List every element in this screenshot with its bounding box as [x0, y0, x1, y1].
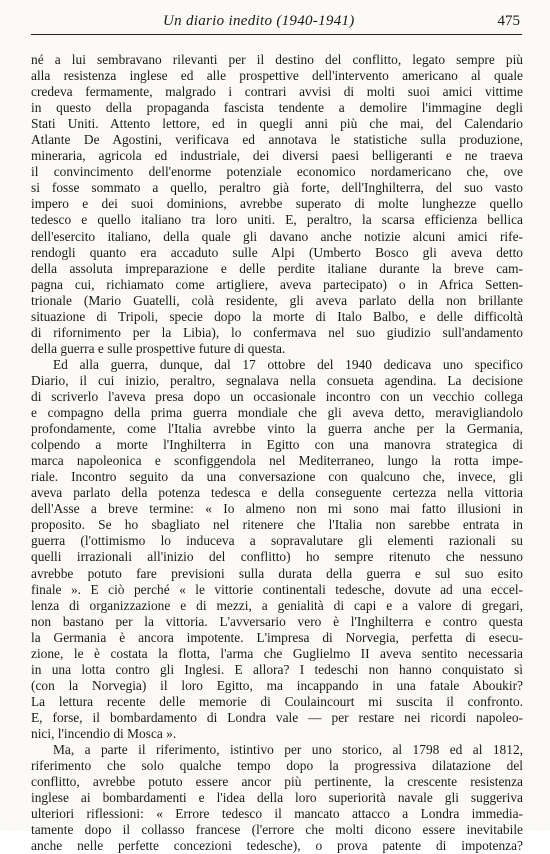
text-line: non bastano per la vittoria. L'avversario vero è l'Inghilterra e contro questa [31, 613, 523, 629]
text-line: rendogli quanto era accaduto sulle Alpi (Umberto Bosco gli aveva detto [31, 244, 523, 260]
text-line: (con la Norvegia) il loro Egitto, ma incappando in una fatale Aboukir? [31, 677, 523, 693]
text-line: La lettura recente delle memorie di Coulaincourt mi suscita il confronto. [31, 693, 523, 709]
text-line: profondamente, come l'Italia avrebbe vinto la guerra anche per la Germania, [31, 421, 523, 437]
text-line: trionale (Mario Guatelli, colà residente, gli aveva parlato della non brillante [31, 292, 523, 308]
text-line: in questo della propaganda fascista tendente a demolire l'immagine degli [31, 100, 523, 116]
text-line: pagna cui, richiamato come artigliere, aveva partecipato) o in Africa Setten- [31, 276, 523, 292]
page-number: 475 [497, 13, 520, 29]
text-line: situazione di Tripoli, specie dopo la morte di Italo Balbo, e delle difficoltà [31, 308, 523, 324]
text-line: Ed alla guerra, dunque, dal 17 ottobre del 1940 dedicava uno specifico [53, 356, 523, 372]
text-line: finale ». E ciò perché « le vittorie continentali tedesche, dovute ad una eccel- [31, 581, 523, 597]
body-text [31, 52, 523, 854]
text-line: in una lotta contro gli Inglesi. E allora? I tedeschi non hanno conquistato sì [31, 661, 523, 677]
text-line: guerra (l'ottimismo lo induceva a sopravalutare gli elementi razionali su [31, 533, 523, 549]
text-line: ulteriori riflessioni: « Errore tedesco il mancato attacco a Londra immedia- [31, 806, 523, 822]
text-line: inglese ai bombardamenti e l'idea della loro superiorità navale gli suggeriva [31, 790, 523, 806]
text-line: dell'Asse a breve termine: « Io almeno non mi sono mai fatto illusioni in [31, 501, 523, 517]
text-line: Atlante De Agostini, verificava ed annotava le statistiche sulla produzione, [31, 132, 523, 148]
text-line: riale. Incontro seguito da una conversazione con qualcuno che, invece, gli [31, 469, 523, 485]
text-line: colpendo a morte l'Inghilterra in Egitto con una manovra strategica di [31, 437, 523, 453]
text-line: nici, l'incendio di Mosca ». [31, 725, 177, 741]
text-line: il convincimento dell'enorme potenziale economico nordamericano che, ove [31, 164, 523, 180]
text-line: impero e dei suoi dominions, avrebbe superato di molte lunghezze quello [31, 196, 523, 212]
text-line: quelli irrazionali all'inizio del conflitto) ho sempre ritenuto che nessuno [31, 549, 523, 565]
text-line: alla resistenza inglese ed alle prospettive dell'intervento americano al quale [31, 68, 523, 84]
text-line: di rifornimento per la Libia), lo confermava nel suo giudizio sull'andamento [31, 324, 523, 340]
text-line: dell'esercito italiano, della quale gli davano anche notizie alcuni amici rife- [31, 228, 523, 244]
text-line: proposito. Se ho sbagliato nel ritenere che l'Italia non sarebbe entrata in [31, 517, 523, 533]
text-line: lenza di organizzazione e di mezzi, a genialità di capi e a valore di gregari, [31, 597, 523, 613]
running-title: Un diario inedito (1940-1941) [163, 13, 355, 29]
text-line: Diario, il cui inizio, peraltro, segnalava nella consueta agendina. La decisione [31, 372, 523, 388]
text-line: zione, le è costata la flotta, l'arma che Guglielmo II aveva sentito necessaria [31, 645, 523, 661]
text-line: Ma, a parte il riferimento, istintivo per uno storico, al 1798 ed al 1812, [53, 742, 523, 758]
text-line: si fosse sommato a quello, peraltro già forte, dell'Inghilterra, del suo vasto [31, 180, 523, 196]
text-line: mineraria, agricola ed industriale, dei diversi paesi belligeranti e ne traeva [31, 148, 523, 164]
text-line: marca napoleonica e sconfiggendola nel Mediterraneo, lungo la rotta impe- [31, 453, 523, 469]
text-line: anche nelle perfette concezioni tedesche), o prova patente di impotenza? [31, 838, 523, 854]
text-line: tamente dopo il collasso francese (l'errore che molti dicono essere inevitabile [31, 822, 523, 838]
text-line: la Germania è ancora impotente. L'impresa di Norvegia, perfetta di esecu- [31, 629, 523, 645]
text-line: credeva fermamente, malgrado i contrari avvisi di molti suoi amici vittime [31, 84, 523, 100]
page-header [31, 8, 522, 35]
text-line: conflitto, avrebbe potuto essere ancor più pertinente, la crescente resistenza [31, 774, 523, 790]
text-line: di scriverlo l'aveva presa dopo un occasionale incontro con un vecchio collega [31, 388, 523, 404]
text-line: Stati Uniti. Attento lettore, ed in quegli anni più che mai, del Calendario [31, 116, 523, 132]
text-line: né a lui sembravano rilevanti per il destino del conflitto, legato sempre più [31, 52, 523, 67]
text-line: della assoluta impreparazione e delle perdite italiane durante la breve cam- [31, 260, 523, 276]
text-line: della guerra e sulle prospettive future di questa. [31, 340, 286, 356]
text-line: aveva parlato della potenza tedesca e della conseguente certezza nella vittoria [31, 485, 523, 501]
text-line: E, forse, il bombardamento di Londra vale — per restare nei ricordi napoleo- [31, 709, 523, 725]
text-line: e compagno della prima guerra mondiale che gli aveva detto, meravigliandolo [31, 405, 523, 421]
text-line: avrebbe potuto fare previsioni sulla durata della guerra e sul suo esito [31, 565, 523, 581]
text-line: riferimento che solo qualche tempo dopo la progressiva dilatazione del [31, 758, 523, 774]
text-line: tedesco e quello italiano tra loro uniti. E, peraltro, la scarsa efficienza bellica [31, 212, 523, 228]
